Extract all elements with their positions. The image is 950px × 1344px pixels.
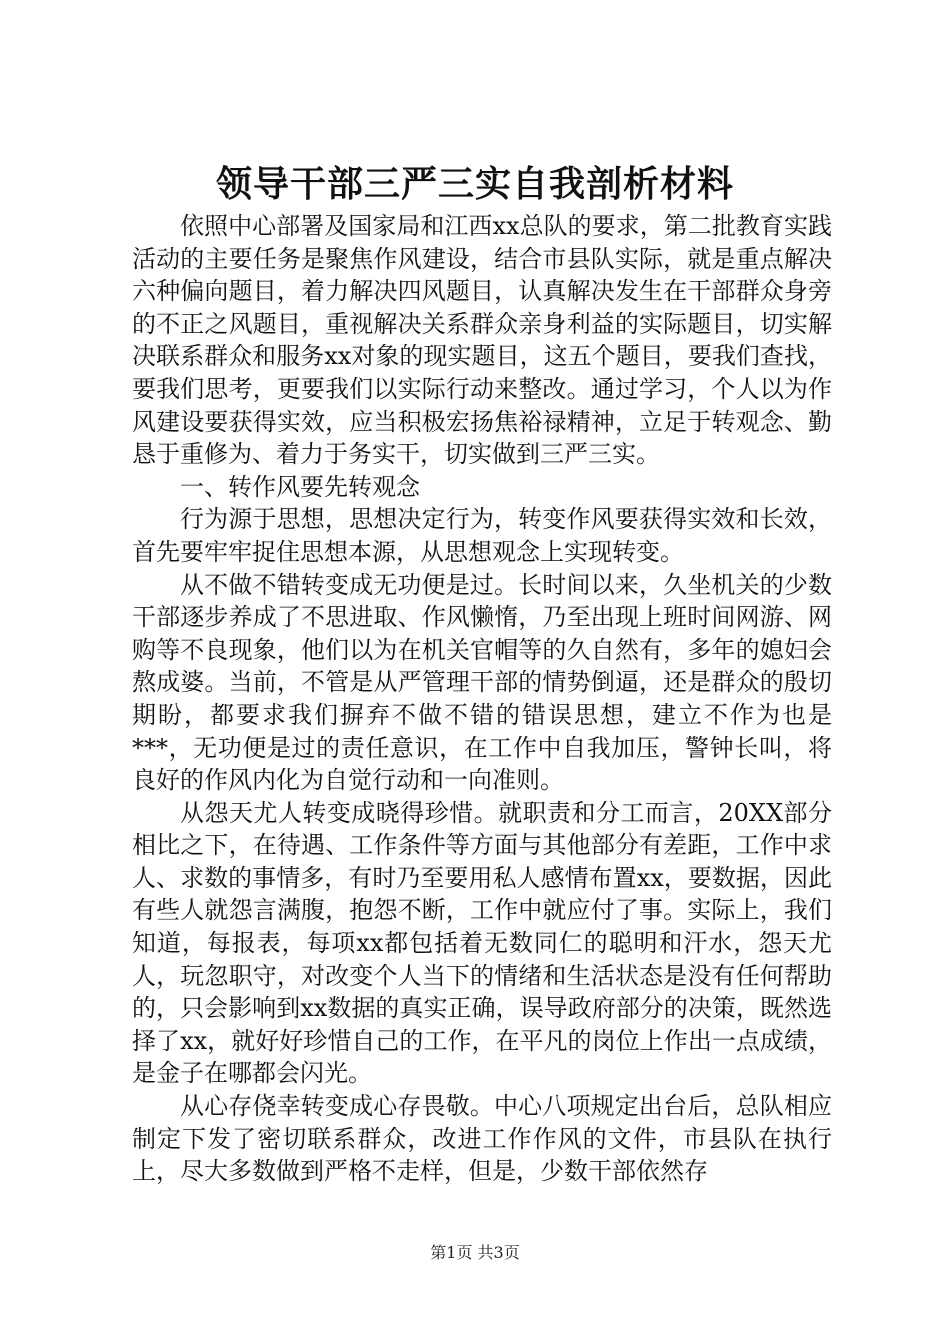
paragraph-thought-source: 行为源于思想，思想决定行为，转变作风要获得实效和长效，首先要牢牢捉住思想本源，从思想观念上实现转变。 bbox=[132, 505, 832, 566]
page-title: 领导干部三严三实自我剖析材料 bbox=[215, 163, 734, 205]
page-number: 第1页 共3页 bbox=[430, 1243, 520, 1262]
paragraph-intro: 依照中心部署及国家局和江西xx总队的要求，第二批教育实践活动的主要任务是聚焦作风建设，结合市县队实际，就是重点解决六种偏向题目，着力解决四风题目，认真解决发生在干部群众身旁的不正之风题目，重视解决关系群众亲身利益的实际题目，切实解决联系群众和服务xx对象的现实题目，这五个题目，要我们查找，要我们思考，更要我们以实际行动来整改。通过学习，个人以为作风建设要获得实效，应当积极宏扬焦裕禄精神，立足于转观念、勤恳于重修为、着力于务实干，切实做到三严三实。 bbox=[132, 212, 832, 469]
paragraph-cherish: 从怨天尤人转变成晓得珍惜。就职责和分工而言，20XX部分相比之下，在待遇、工作条件等方面与其他部分有差距，工作中求人、求数的事情多，有时乃至要用私人感情布置xx，要数据，因此有些人就怨言满腹，抱怨不断，工作中就应付了事。实际上，我们知道，每报表，每项xx都包括着无数同仁的聪明和汗水，怨天尤人，玩忽职守，对改变个人当下的情绪和生活状态是没有任何帮助的，只会影响到xx数据的真实正确，误导政府部分的决策，既然选择了xx，就好好珍惜自己的工作，在平凡的岗位上作出一点成绩，是金子在哪都会闪光。 bbox=[132, 798, 832, 1088]
paragraph-reverence: 从心存侥幸转变成心存畏敬。中心八项规定出台后，总队相应制定下发了密切联系群众，改进工作作风的文件，市县队在执行上，尽大多数做到严格不走样，但是，少数干部依然存 bbox=[132, 1092, 832, 1186]
section-heading: 一、转作风要先转观念 bbox=[180, 472, 420, 501]
paragraph-no-merit: 从不做不错转变成无功便是过。长时间以来，久坐机关的少数干部逐步养成了不思进取、作风懒惰，乃至出现上班时间网游、网购等不良现象，他们以为在机关官帽等的久自然有，多年的媳妇会熬成婆。当前，不管是从严管理干部的情势倒逼，还是群众的殷切期盼，都要求我们摒弃不做不错的错误思想，建立不作为也是***，无功便是过的责任意识，在工作中自我加压，警钟长叫，将良好的作风内化为自觉行动和一向准则。 bbox=[132, 570, 832, 795]
document-body bbox=[132, 210, 832, 1188]
